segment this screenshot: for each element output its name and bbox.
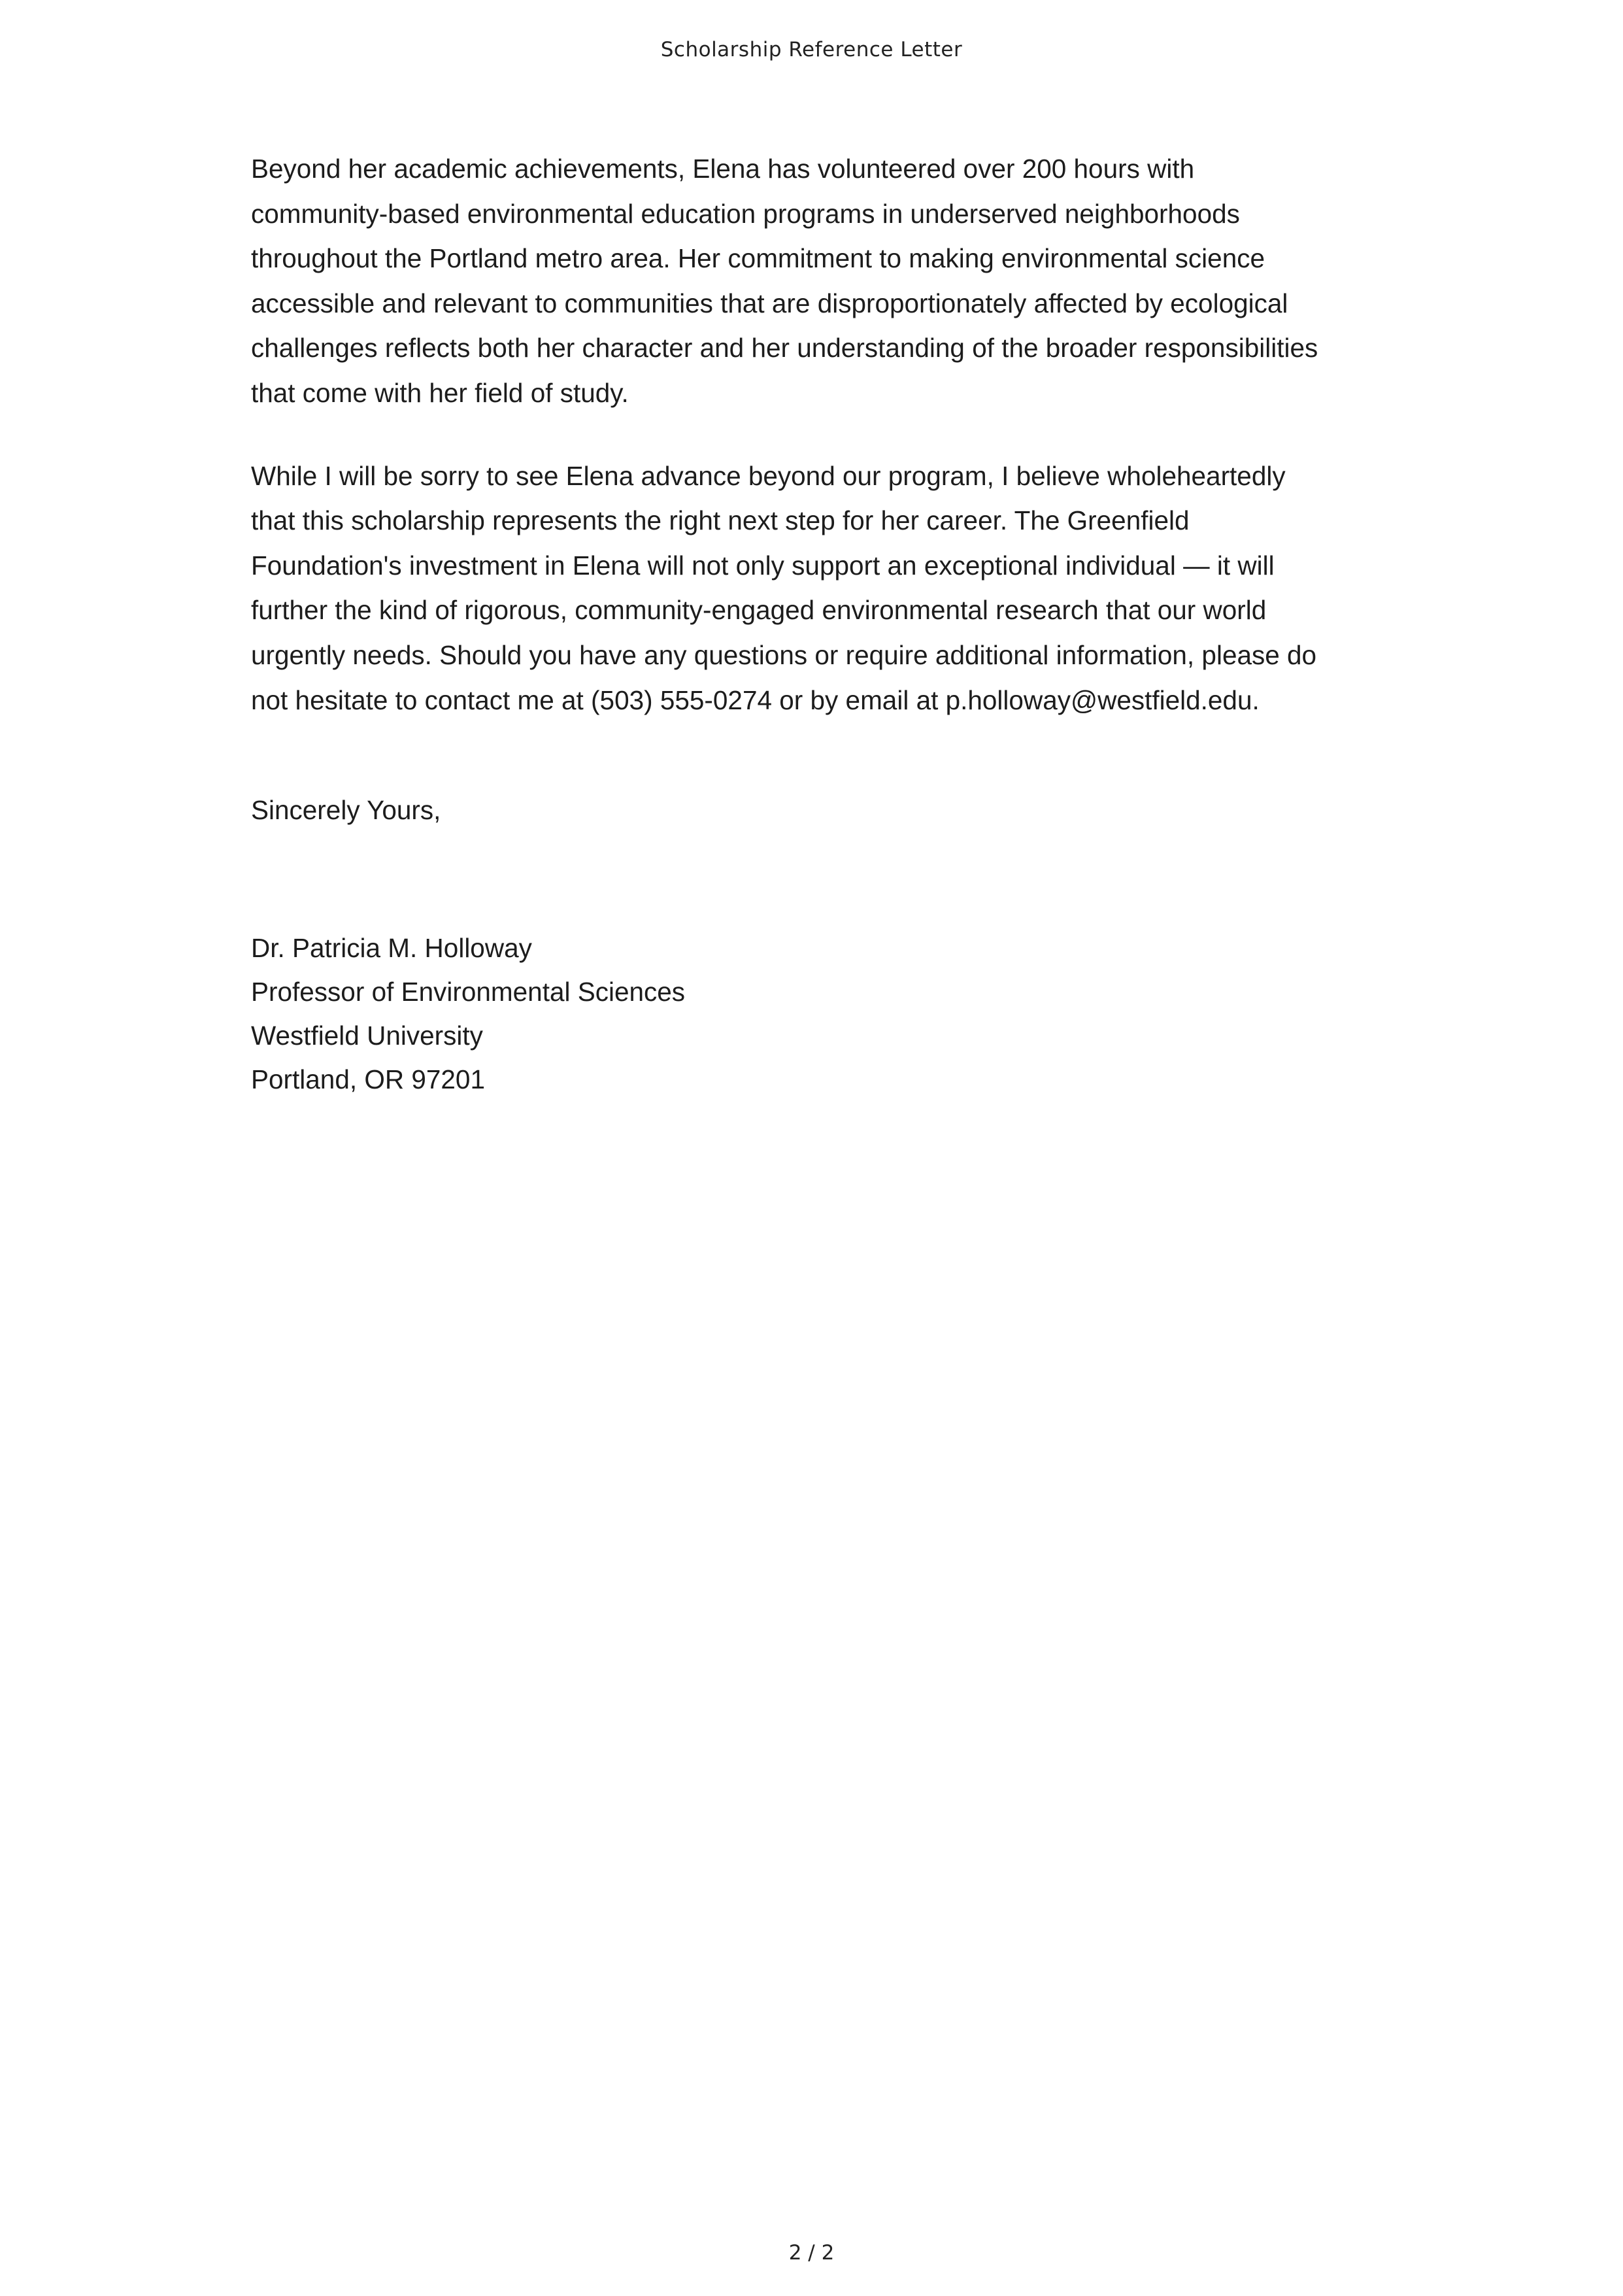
body-paragraph-volunteering: Beyond her academic achievements, Elena has volunteered over 200 hours with community-based environmental education programs in underserved neighborhoods throughout the Portland metro area. Her commitment to making environmental science accessible and relevant to communities that are disproportionately affected by ecological challenges reflects both her character and her understanding of the broader responsibilities that come with her field of study.: [251, 154, 1318, 408]
signatory-location: Portland, OR 97201: [251, 1064, 485, 1095]
page-header-title: Scholarship Reference Letter: [660, 38, 963, 61]
letter-body: [251, 146, 1401, 1102]
closing-salutation: Sincerely Yours,: [251, 795, 441, 826]
body-paragraph-recommendation: While I will be sorry to see Elena advance beyond our program, I believe wholeheartedly that this scholarship represents the right next step for her career. The Greenfield Foundation's investment in Elena will not only support an exceptional individual — it will further the kind of rigorous, community-engaged environmental research that our world urgently needs. Should you have any questions or require additional information, please do not hesitate to contact me at (503) 555-0274 or by email at p.holloway@westfield.edu.: [251, 460, 1317, 715]
signatory-name: Dr. Patricia M. Holloway: [251, 933, 532, 964]
signatory-institution: Westfield University: [251, 1021, 483, 1051]
signatory-title: Professor of Environmental Sciences: [251, 977, 686, 1007]
signature-block: [251, 926, 1401, 1102]
page-number: 2 / 2: [788, 2241, 835, 2265]
